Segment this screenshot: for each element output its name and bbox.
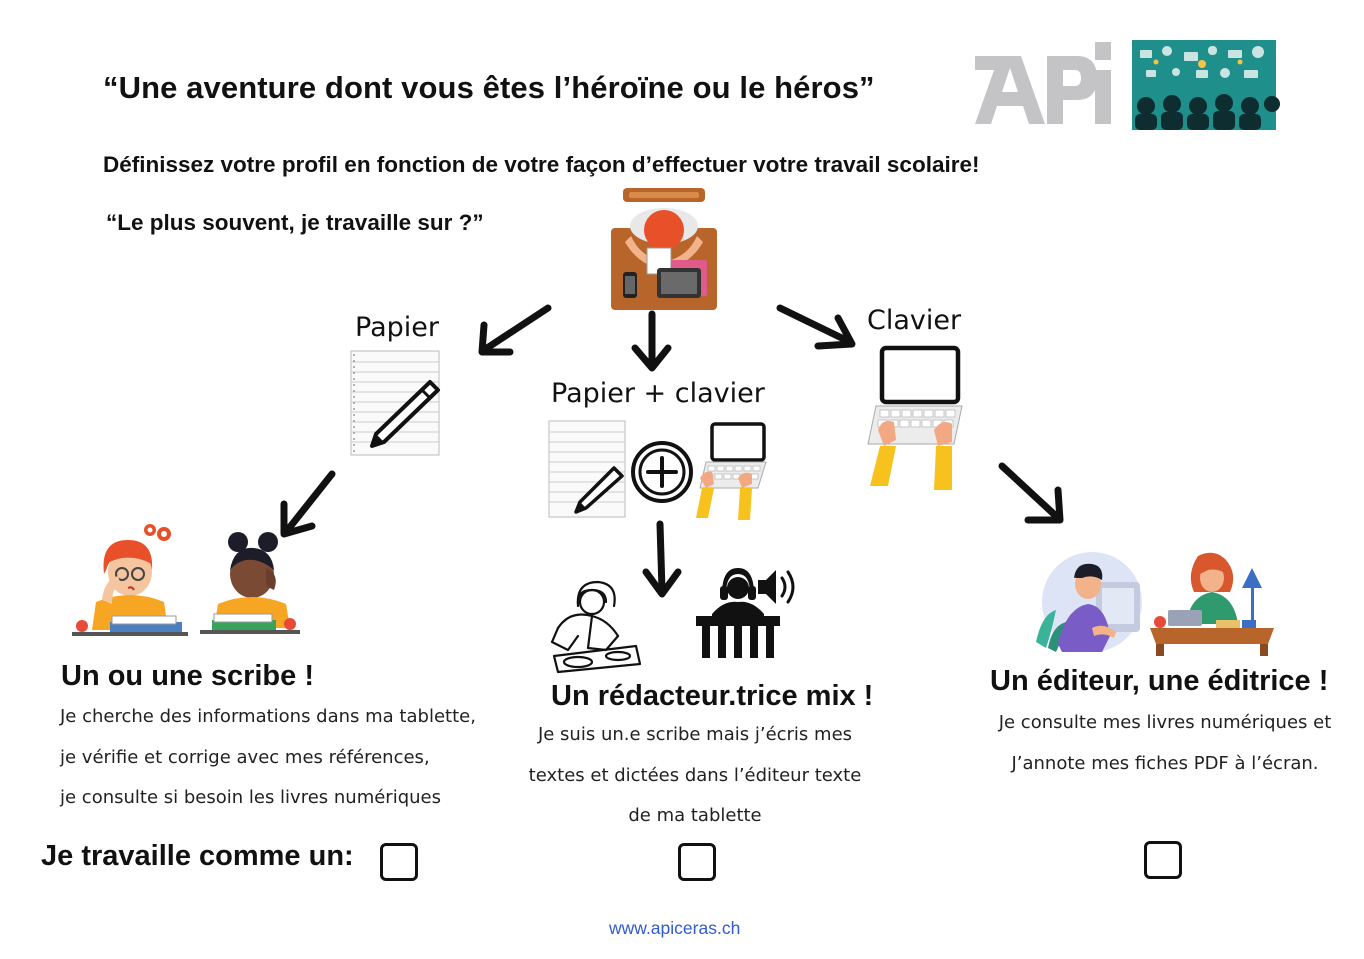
page-title: “Une aventure dont vous êtes l’héroïne ou le héros”	[103, 70, 875, 105]
profile-title-scribe: Un ou une scribe !	[61, 660, 314, 692]
dj-outline-icon	[548, 576, 642, 676]
page-subtitle: Définissez votre profil en fonction de votre façon d’effectuer votre travail scolaire!	[103, 152, 980, 177]
description-line: textes et dictées dans l’éditeur texte	[528, 764, 862, 786]
student-boy-icon	[200, 528, 300, 640]
description-line: je vérifie et corrige avec mes références,	[60, 746, 430, 768]
description-line: Je consulte mes livres numériques et	[998, 712, 1332, 733]
laptop-hands-icon	[694, 422, 770, 522]
notepad-pencil-icon	[350, 350, 442, 458]
description-line: Je cherche des informations dans ma tablette,	[60, 706, 476, 727]
description-line: je consulte si besoin les livres numériques	[60, 787, 441, 808]
checkbox-mix[interactable]	[678, 843, 716, 881]
plus-circle-icon	[628, 440, 696, 504]
profile-description-editeur	[960, 703, 1364, 784]
profile-description-mix	[505, 715, 885, 837]
website-link[interactable]: www.apiceras.ch	[609, 918, 741, 938]
description-line: J’annote mes fiches PDF à l’écran.	[1011, 752, 1319, 774]
student-girl-icon	[72, 518, 188, 642]
profile-description-scribe	[60, 697, 530, 819]
branch-label-papier: Papier	[355, 312, 439, 343]
checkbox-scribe[interactable]	[380, 843, 418, 881]
dj-speaker-icon	[694, 564, 800, 660]
profile-title-editeur: Un éditeur, une éditrice !	[990, 665, 1329, 697]
branch-label-mix: Papier + clavier	[551, 378, 765, 409]
man-computer-icon	[1032, 552, 1144, 656]
question-text: “Le plus souvent, je travaille sur ?”	[106, 210, 484, 235]
description-line: Je suis un.e scribe mais j’écris mes	[537, 724, 853, 745]
description-line: de ma tablette	[628, 805, 762, 826]
woman-desk-icon	[1146, 548, 1278, 656]
laptop-hands-icon	[866, 346, 966, 492]
profile-title-mix: Un rédacteur.trice mix !	[551, 680, 874, 712]
checkbox-editeur[interactable]	[1144, 841, 1182, 879]
branch-label-clavier: Clavier	[867, 305, 962, 336]
selection-label: Je travaille comme un:	[41, 840, 354, 872]
notepad-pencil-icon	[548, 420, 626, 518]
